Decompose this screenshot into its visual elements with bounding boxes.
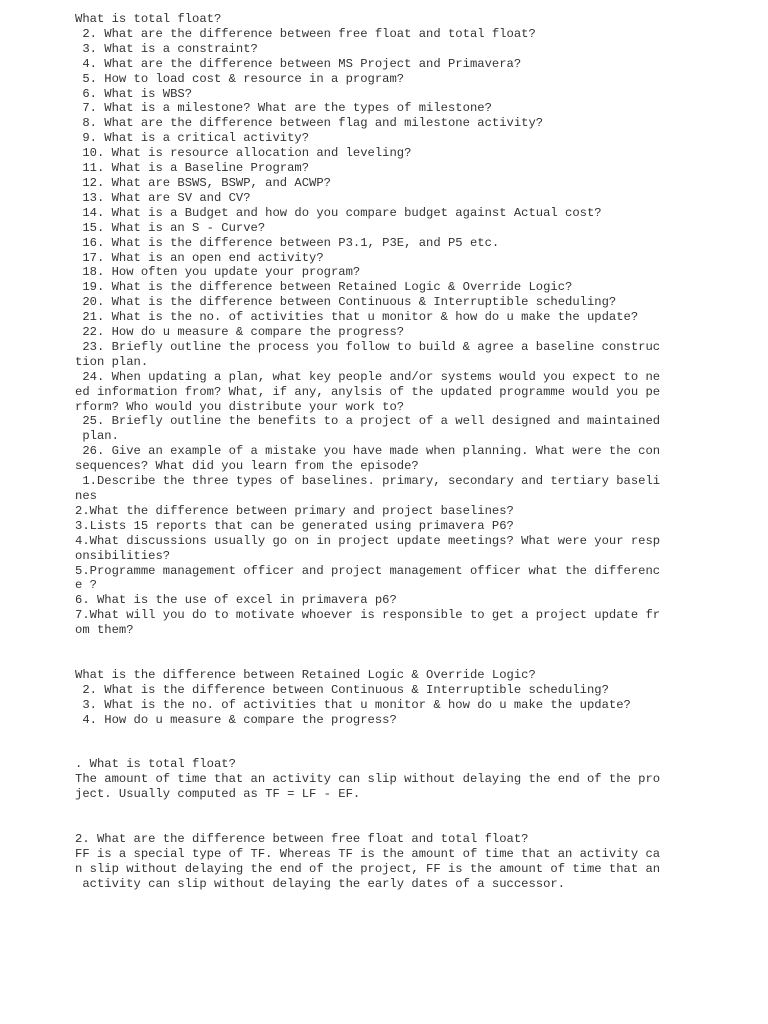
text-line: 4. What are the difference between MS Project and Primavera?: [75, 56, 522, 71]
text-line: 6. What is WBS?: [75, 86, 193, 101]
text-line: onsibilities?: [75, 548, 171, 563]
text-line: 2. What are the difference between free float and total float?: [75, 832, 529, 846]
text-line: 3.Lists 15 reports that can be generated using primavera P6?: [75, 518, 514, 533]
text-line: 2. What is the difference between Continuous & Interruptible scheduling?: [75, 682, 609, 697]
repeated-questions-block: [75, 668, 685, 728]
text-line: tion plan.: [75, 354, 149, 369]
text-line: 7.What will you do to motivate whoever is responsible to get a project update fr: [75, 608, 661, 623]
text-line: 23. Briefly outline the process you follow to build & agree a baseline construc: [75, 339, 661, 354]
text-line: 25. Briefly outline the benefits to a project of a well designed and maintained: [75, 414, 661, 429]
text-line: 16. What is the difference between P3.1, P3E, and P5 etc.: [75, 235, 500, 250]
text-line: 13. What are SV and CV?: [75, 190, 251, 205]
text-line: e ?: [75, 578, 97, 593]
text-line: 21. What is the no. of activities that u monitor & how do u make the update?: [75, 310, 639, 325]
text-line: nes: [75, 489, 97, 503]
text-line: 3. What is a constraint?: [75, 41, 258, 56]
text-line: The amount of time that an activity can slip without delaying the end of the pro: [75, 771, 661, 786]
text-line: 2. What are the difference between free float and total float?: [75, 26, 536, 41]
text-line: 24. When updating a plan, what key people and/or systems would you expect to ne: [75, 369, 661, 384]
text-line: 2.What the difference between primary and project baselines?: [75, 503, 514, 518]
text-line: rform? Who would you distribute your work to?: [75, 399, 405, 414]
interview-questions-list: [75, 12, 685, 638]
text-line: 22. How do u measure & compare the progress?: [75, 325, 405, 340]
text-line: sequences? What did you learn from the episode?: [75, 459, 419, 474]
text-line: 19. What is the difference between Retained Logic & Override Logic?: [75, 280, 573, 295]
text-line: plan.: [75, 429, 119, 444]
text-line: 4. How do u measure & compare the progress?: [75, 712, 397, 727]
text-line: ject. Usually computed as TF = LF - EF.: [75, 786, 361, 801]
total-float-answer: [75, 757, 685, 802]
text-line: 5.Programme management officer and project management officer what the differenc: [75, 563, 661, 578]
text-line: n slip without delaying the end of the project, FF is the amount of time that an: [75, 861, 661, 876]
text-line: ed information from? What, if any, anylsis of the updated programme would you pe: [75, 384, 661, 399]
text-line: 12. What are BSWS, BSWP, and ACWP?: [75, 175, 331, 190]
text-line: 7. What is a milestone? What are the types of milestone?: [75, 101, 492, 116]
text-line: 5. How to load cost & resource in a program?: [75, 71, 405, 86]
text-line: . What is total float?: [75, 757, 236, 771]
text-line: 3. What is the no. of activities that u monitor & how do u make the update?: [75, 697, 631, 712]
text-line: activity can slip without delaying the early dates of a successor.: [75, 876, 566, 891]
text-line: What is total float?: [75, 12, 222, 26]
text-line: 17. What is an open end activity?: [75, 250, 324, 265]
text-line: om them?: [75, 623, 134, 638]
text-line: 6. What is the use of excel in primavera p6?: [75, 593, 397, 608]
free-float-answer: [75, 832, 685, 892]
text-line: 26. Give an example of a mistake you have made when planning. What were the con: [75, 444, 661, 459]
text-line: 9. What is a critical activity?: [75, 131, 310, 146]
text-line: 14. What is a Budget and how do you compare budget against Actual cost?: [75, 205, 602, 220]
text-line: 10. What is resource allocation and leveling?: [75, 146, 412, 161]
text-line: 18. How often you update your program?: [75, 265, 361, 280]
text-line: 4.What discussions usually go on in project update meetings? What were your resp: [75, 533, 661, 548]
text-line: 15. What is an S - Curve?: [75, 220, 266, 235]
text-line: 8. What are the difference between flag and milestone activity?: [75, 116, 544, 131]
text-line: What is the difference between Retained Logic & Override Logic?: [75, 668, 536, 682]
text-line: 1.Describe the three types of baselines. primary, secondary and tertiary baseli: [75, 474, 661, 489]
text-line: FF is a special type of TF. Whereas TF is the amount of time that an activity ca: [75, 846, 661, 861]
text-line: 20. What is the difference between Continuous & Interruptible scheduling?: [75, 295, 617, 310]
text-line: 11. What is a Baseline Program?: [75, 161, 310, 176]
